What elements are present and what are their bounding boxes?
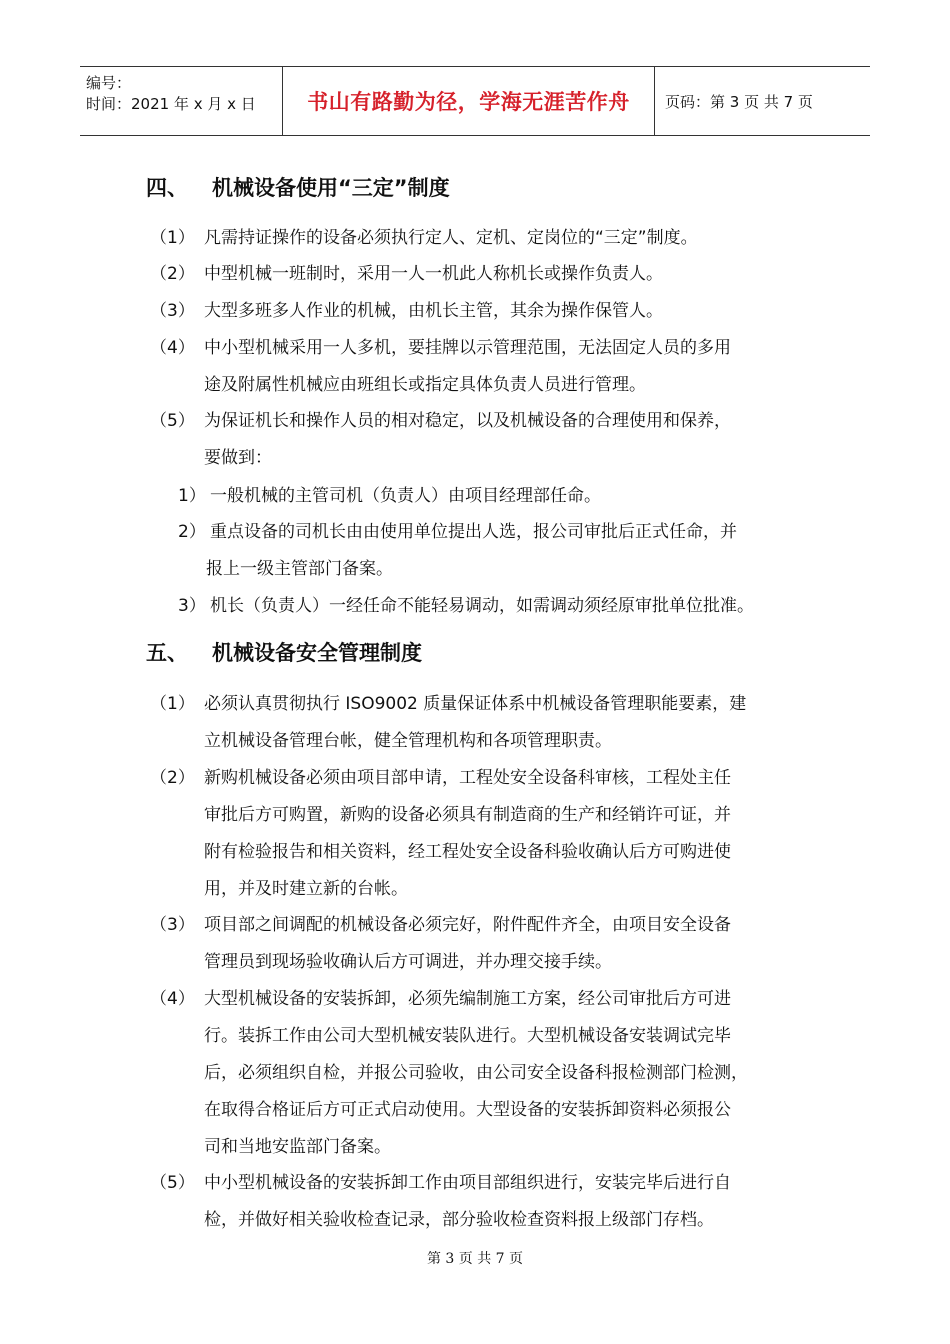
header-page-label: 页码：第 3 页 共 7 页 [665,92,813,111]
list-item-text: 中型机械一班制时，采用一人一机此人称机长或操作负责人。 [204,264,663,284]
list-item-index: （2） [150,264,195,284]
section-4-title: 机械设备使用“三定”制度 [212,176,450,200]
header-motto-cell [282,67,655,135]
header-code-label: 编号： [86,74,132,92]
list-item-index: （5） [150,1173,195,1193]
sub-list-item-index: 1） [178,486,206,506]
header-date-label: 时间：2021 年 x 月 x 日 [86,95,256,113]
list-item-text: 新购机械设备必须由项目部申请，工程处安全设备科审核，工程处主任 [204,768,731,788]
sub-list-item-text: 重点设备的司机长由由使用单位提出人选，报公司审批后正式任命，并 [210,522,737,542]
section-4-heading [146,172,450,202]
section-5-heading [146,637,422,667]
list-item-text: 检，并做好相关验收检查记录，部分验收检查资料报上级部门存档。 [204,1210,714,1230]
list-item-text: 用，并及时建立新的台帐。 [204,879,408,899]
document-header [80,66,870,136]
section-4-number: 四、 [146,176,188,200]
list-item-text: 项目部之间调配的机械设备必须完好，附件配件齐全，由项目安全设备 [204,915,731,935]
list-item-text: 大型机械设备的安装拆卸，必须先编制施工方案，经公司审批后方可进 [204,989,731,1009]
sub-list-item-index: 3） [178,596,206,616]
list-item-index: （1） [150,694,195,714]
header-motto: 书山有路勤为径，学海无涯苦作舟 [307,90,630,114]
section-5-number: 五、 [146,641,188,665]
list-item-index: （4） [150,338,195,358]
page-footer: 第 3 页 共 7 页 [426,1251,524,1267]
header-page-cell [655,67,870,135]
list-item-text: 附有检验报告和相关资料，经工程处安全设备科验收确认后方可购进使 [204,842,731,862]
list-item-text: 管理员到现场验收确认后方可调进，并办理交接手续。 [204,952,612,972]
list-item-text: 凡需持证操作的设备必须执行定人、定机、定岗位的“三定”制度。 [204,228,698,248]
header-meta [80,67,282,135]
list-item-text: 在取得合格证后方可正式启动使用。大型设备的安装拆卸资料必须报公 [204,1100,731,1120]
list-item-text: 立机械设备管理台帐，健全管理机构和各项管理职责。 [204,731,612,751]
list-item-text: 司和当地安监部门备案。 [204,1137,391,1157]
list-item-index: （1） [150,228,195,248]
list-item-text: 必须认真贯彻执行 ISO9002 质量保证体系中机械设备管理职能要素，建 [204,694,747,714]
sub-list-item-text: 机长（负责人）一经任命不能轻易调动，如需调动须经原审批单位批准。 [210,596,754,616]
section-5-title: 机械设备安全管理制度 [212,641,422,665]
list-item-text: 审批后方可购置，新购的设备必须具有制造商的生产和经销许可证，并 [204,805,731,825]
list-item-text: 行。装拆工作由公司大型机械安装队进行。大型机械设备安装调试完毕 [204,1026,731,1046]
list-item-index: （3） [150,915,195,935]
list-item-text: 中小型机械设备的安装拆卸工作由项目部组织进行，安装完毕后进行自 [204,1173,731,1193]
sub-list-item-text: 一般机械的主管司机（负责人）由项目经理部任命。 [210,486,601,506]
list-item-index: （2） [150,768,195,788]
list-item-text: 大型多班多人作业的机械，由机长主管，其余为操作保管人。 [204,301,663,321]
list-item-index: （4） [150,989,195,1009]
list-item-text: 途及附属性机械应由班组长或指定具体负责人员进行管理。 [204,375,646,395]
list-item-text: 为保证机长和操作人员的相对稳定，以及机械设备的合理使用和保养， [204,411,731,431]
sub-list-item-text: 报上一级主管部门备案。 [206,559,393,579]
sub-list-item-index: 2） [178,522,206,542]
list-item-text: 要做到： [204,448,272,468]
list-item-index: （5） [150,411,195,431]
list-item-text: 后，必须组织自检，并报公司验收，由公司安全设备科报检测部门检测， [204,1063,748,1083]
list-item-index: （3） [150,301,195,321]
list-item-text: 中小型机械采用一人多机，要挂牌以示管理范围，无法固定人员的多用 [204,338,731,358]
